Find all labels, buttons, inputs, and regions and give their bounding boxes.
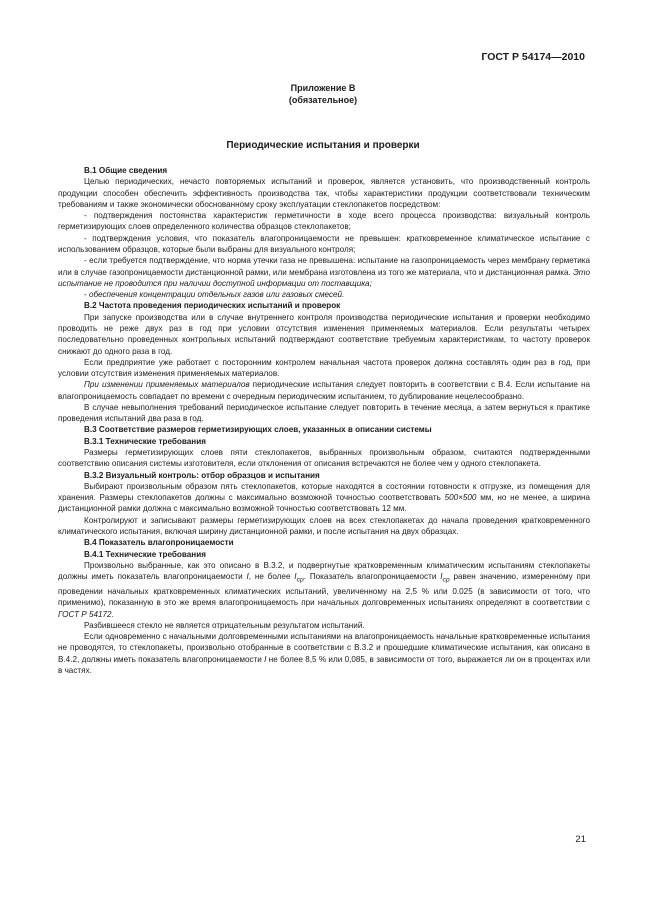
paragraph: Выбирают произвольным образом пять стеклопакетов, которые находятся в состоянии готовности к отгрузке, из помещения для хранения. Размеры стеклопакетов должны с максимально возможной точностью соответствовать 500×500 мм, но не менее, а ширина дистанционной рамки должна с максимально возможной точностью соответствовать 12 мм.: [58, 481, 590, 514]
paragraph: Произвольно выбранные, как это описано в В.3.2, и подвергнутые кратковременным климатическим испытаниям стеклопакеты должны иметь показатель влагопроницаемости I, не более $I_{cp}$. Показатель влагопроницаемости $I_{cp}$ равен значению, измеренному при проведении начальных кратковременных климатических испытаний, увеличенному на 2,5 % или 0.025 (в зависимости от того, что применимо), показанную в это же время влагопроницаемость при начальных долговременных испытаниях определяют в соответствии с ГОСТ Р 54172.: [58, 560, 591, 619]
section-heading: В.4.1 Технические требования: [84, 549, 206, 559]
paragraph: Разбившееся стекло не является отрицательным результатом испытаний.: [84, 620, 365, 630]
paragraph: - подтверждения условия, что показатель влагопроницаемости не превышен: кратковременное климатическое испытание с использованием образцов, которые были выбраны для визуального контроля;: [58, 233, 590, 254]
paragraph: При запуске производства или в случае внутреннего контроля производства периодические испытания и проверки необходимо проводить не реже двух раз в год при условии отсутствия изменения применяемых материалов. Если результаты четырех последовательно проведенных контрольных испытаний подтверждают соответствие требуемым характеристикам, то частоту проверок снижают до одного раза в год.: [58, 312, 590, 356]
appendix-note: (обязательное): [288, 95, 358, 105]
paragraph: - обеспечения концентрации отдельных газов или газовых смесей.: [84, 290, 345, 300]
document-title: Периодические испытания и проверки: [226, 140, 420, 151]
section-heading: В.1 Общие сведения: [84, 166, 168, 175]
section-heading: В.3 Соответствие размеров герметизирующих слоев, указанных в описании системы: [84, 425, 432, 435]
paragraph: В случае невыполнения требований периодическое испытание следует повторить в течение месяца, а затем вернуться к практике проведения испытаний два раза в год.: [58, 402, 590, 424]
paragraph: Если одновременно с начальными долговременными испытаниями на влагопроницаемость начальные кратковременные испытания не проводятся, то стеклопакеты, произвольно отобранные в соответствии с В.3.2 и прошедшие климатические испытания, как описано в В.4.2, должны иметь показатель влагопроницаемости I не более 8,5 % или 0,085, в зависимости от того, выражается ли он в процентах или в частях.: [58, 632, 590, 675]
paragraph: Размеры герметизирующих слоев пяти стеклопакетов, выбранных произвольным образом, считаются подтвержденными соответствию описания системы изготовителя, если отклонения от описания встречаются не более чем у одного стеклопакета.: [58, 448, 590, 469]
section-heading: В.3.2 Визуальный контроль: отбор образцов и испытания: [84, 470, 320, 480]
paragraph: Контролируют и записывают размеры герметизирующих слоев на всех стеклопакетах до начала проведения кратковременного климатического испытания, включая ширину дистанционной рамки, и после испытания на двух образцах.: [58, 515, 590, 536]
standard-header: ГОСТ Р 54174—2010: [481, 51, 585, 63]
section-heading: В.4 Показатель влагопроницаемости: [84, 538, 234, 548]
paragraph: При изменении применяемых материалов периодические испытания следует повторить в соответствии с В.4. Если испытание на влагопроницаемость совпадает по времени с очередным периодическим испытанием, то дублирование нецелесообразно.: [58, 380, 590, 401]
paragraph: - если требуется подтверждение, что норма утечки газа не превышена: испытание на газопроницаемость через мембрану герметика или в случае газопроницаемости дистанционной рамки, или мембрана изготовлена из того же материала, что и дистанционная рамка. Это испытание не проводится при наличии доступной информации от поставщика;: [58, 256, 590, 288]
appendix-title: Приложение В: [290, 83, 356, 93]
appendix-heading: [0, 82, 646, 106]
document-body: [58, 165, 590, 676]
section-heading: В.2 Частота проведения периодических испытаний и проверок: [84, 301, 341, 311]
page-number: 21: [575, 834, 586, 845]
paragraph: Целью периодических, нечасто повторяемых испытаний и проверок, является установить, что производственный контроль продукции способен обеспечить эффективность производства так, чтобы характеристики продукции соответствовали техническим требованиям и также экономически обоснованному сроку эксплуатации стеклопакетов посредством:: [58, 177, 590, 209]
section-heading: В.3.1 Технические требования: [84, 436, 206, 446]
paragraph: - подтверждения постоянства характеристик герметичности в ходе всего процесса производства: визуальный контроль герметизирующих слоев определенного количества образцов стеклопакетов;: [58, 211, 590, 232]
paragraph: Если предприятие уже работает с посторонним контролем начальная частота проверок должна составлять один раз в год, при условии отсутствия изменения применяемых материалов.: [58, 357, 590, 379]
